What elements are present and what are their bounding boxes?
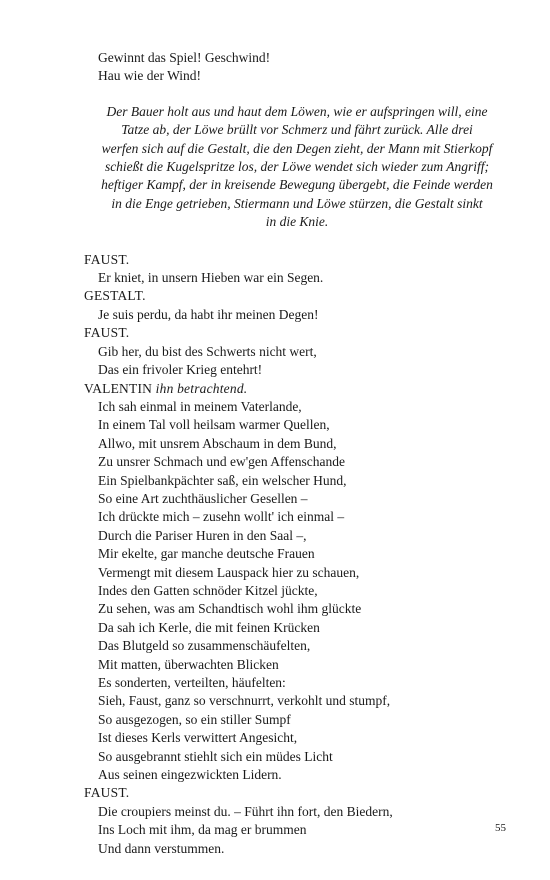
verse-line: Ich sah einmal in meinem Vaterlande, bbox=[98, 398, 302, 414]
verse-line: Sieh, Faust, ganz so verschnurrt, verkohlt und stumpf, bbox=[98, 693, 391, 709]
stage-direction-line: Der Bauer holt aus und haut dem Löwen, wie er aufspringen will, eine bbox=[106, 103, 488, 119]
verse-line: So ausgezogen, so ein stiller Sumpf bbox=[98, 711, 291, 727]
verse-line: Hau wie der Wind! bbox=[98, 68, 202, 84]
verse-line: So ausgebrannt stiehlt sich ein müdes Licht bbox=[98, 748, 333, 764]
verse-line: Zu unsrer Schmach und ew'gen Affenschande bbox=[98, 454, 345, 470]
stage-direction bbox=[84, 103, 510, 232]
dialogue bbox=[84, 251, 510, 858]
verse-line: In einem Tal voll heilsam warmer Quellen, bbox=[98, 417, 330, 433]
verse-line: Durch die Pariser Huren in den Saal –, bbox=[98, 527, 307, 543]
verse-line: Je suis perdu, da habt ihr meinen Degen! bbox=[98, 306, 319, 322]
verse-line: So eine Art zuchthäuslicher Gesellen – bbox=[98, 490, 308, 506]
verse-line: Zu sehen, was am Schandtisch wohl ihm glückte bbox=[98, 601, 362, 617]
verse-line: Allwo, mit unsrem Abschaum in dem Bund, bbox=[98, 435, 337, 451]
speaker-name: VALENTIN bbox=[84, 380, 153, 396]
verse-line: Das Blutgeld so zusammenschäufelten, bbox=[98, 638, 311, 654]
speaker-line bbox=[84, 380, 510, 398]
speaker-name: GESTALT. bbox=[84, 288, 146, 304]
verse-line: Mit matten, überwachten Blicken bbox=[98, 656, 279, 672]
verse-line: Aus seinen eingezwickten Lidern. bbox=[98, 767, 282, 783]
verse-line: Ins Loch mit ihm, da mag er brummen bbox=[98, 822, 307, 838]
stage-direction-line: Tatze ab, der Löwe brüllt vor Schmerz und fährt zurück. Alle drei bbox=[121, 122, 473, 138]
verse-line: Ein Spielbankpächter saß, ein welscher Hund, bbox=[98, 472, 347, 488]
verse-line: Vermengt mit diesem Lauspack hier zu schauen, bbox=[98, 564, 360, 580]
verse-line: Es sonderten, verteilten, häufelten: bbox=[98, 675, 286, 690]
verse-line: Ich drückte mich – zusehn wollt' ich einmal – bbox=[98, 509, 345, 525]
speaker-name: FAUST. bbox=[84, 325, 130, 341]
verse-line: Indes den Gatten schnöder Kitzel jückte, bbox=[98, 582, 318, 598]
verse-line: Ist dieses Kerls verwittert Angesicht, bbox=[98, 730, 298, 746]
verse-line: Das ein frivoler Krieg entehrt! bbox=[98, 362, 263, 378]
speaker-name: FAUST. bbox=[84, 251, 130, 267]
verse-line: Er kniet, in unsern Hieben war ein Segen. bbox=[98, 270, 324, 286]
verse-line: Da sah ich Kerle, die mit feinen Krücken bbox=[98, 619, 320, 635]
page-number: 55 bbox=[495, 822, 506, 834]
speaker-name: FAUST. bbox=[84, 785, 130, 801]
stage-direction-line: in die Knie. bbox=[265, 214, 329, 230]
page-body bbox=[84, 49, 510, 858]
stage-direction-line: werfen sich auf die Gestalt, die den Degen zieht, der Mann mit Stierkopf bbox=[101, 140, 493, 156]
verse-line: Die croupiers meinst du. – Führt ihn fort, den Biedern, bbox=[98, 803, 393, 819]
speaker-direction: ihn betrachtend. bbox=[155, 380, 248, 396]
verse-line: Gib her, du bist des Schwerts nicht wert, bbox=[98, 343, 317, 359]
verse-line: Gewinnt das Spiel! Geschwind! bbox=[98, 50, 271, 65]
stage-direction-line: schießt die Kugelspritze los, der Löwe wendet sich wieder zum Angriff; bbox=[104, 159, 490, 175]
opening-verse bbox=[84, 49, 510, 86]
stage-direction-line: heftiger Kampf, der in kreisende Bewegung übergebt, die Feinde werden bbox=[101, 177, 493, 193]
stage-direction-line: in die Enge getrieben, Stiermann und Löwe stürzen, die Gestalt sinkt bbox=[111, 195, 483, 211]
verse-line: Und dann verstummen. bbox=[98, 840, 225, 856]
verse-line: Mir ekelte, gar manche deutsche Frauen bbox=[98, 546, 315, 562]
